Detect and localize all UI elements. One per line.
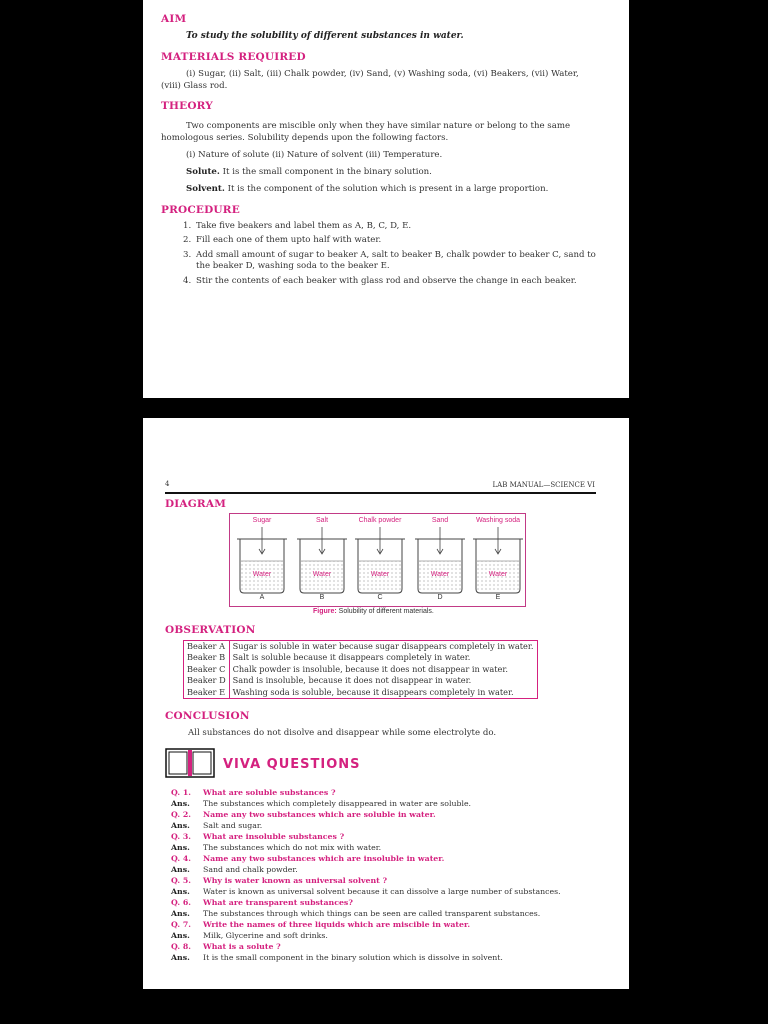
answer-tag: Ans. [171, 821, 190, 830]
theory-heading: THEORY [161, 100, 213, 112]
beaker-letter: D [437, 594, 443, 601]
observation-table [183, 640, 538, 699]
figure-label: Figure: [313, 608, 337, 615]
substance-label: Sand [431, 517, 449, 524]
beaker-cell: Beaker B [184, 652, 230, 663]
question-number: Q. 6. [171, 898, 191, 907]
step-number: 2. [183, 235, 192, 245]
figure-caption [313, 608, 434, 615]
step-text: Stir the contents of each beaker with glass rod and observe the change in each beaker. [196, 276, 577, 286]
beaker-letter: B [319, 594, 325, 601]
question-number: Q. 1. [171, 788, 191, 797]
beaker-cell: Beaker E [184, 687, 230, 699]
diagram-heading: DIAGRAM [165, 498, 227, 510]
table-row [184, 675, 538, 686]
water-label: Water [430, 571, 450, 578]
table-row [184, 652, 538, 663]
question-text: What are soluble substances ? [203, 788, 336, 797]
answer-tag: Ans. [171, 909, 190, 918]
step-text: Take five beakers and label them as A, B, C, D, E. [196, 221, 412, 231]
answer-tag: Ans. [171, 865, 190, 874]
answer-tag: Ans. [171, 931, 190, 940]
question-text: What are transparent substances? [203, 898, 353, 907]
solvent-definition [186, 183, 548, 195]
procedure-heading: PROCEDURE [161, 204, 240, 216]
water-label: Water [252, 571, 272, 578]
question-number: Q. 3. [171, 832, 191, 841]
answer-text: Salt and sugar. [203, 821, 263, 830]
step-number: 3. [183, 250, 192, 260]
answer-text: It is the small component in the binary solution which is dissolve in solvent. [203, 953, 503, 962]
solute-definition [186, 166, 432, 178]
step-number: 1. [183, 221, 192, 231]
question-text: Why is water known as universal solvent ? [203, 876, 388, 885]
answer-text: The substances which do not mix with water. [203, 843, 382, 852]
beaker-cell: Beaker C [184, 664, 230, 675]
question-text: Name any two substances which are insoluble in water. [203, 854, 445, 863]
answer-text: Milk, Glycerine and soft drinks. [203, 931, 328, 940]
question-text: What are insoluble substances ? [203, 832, 345, 841]
solvent-term: Solvent. [186, 184, 225, 194]
page-top [143, 0, 629, 398]
header-rule [165, 492, 596, 494]
materials-heading: MATERIALS REQUIRED [161, 51, 306, 63]
question-text: What is a solute ? [203, 942, 281, 951]
beaker-b-icon [297, 527, 347, 593]
materials-line-1: (i) Sugar, (ii) Salt, (iii) Chalk powder, (iv) Sand, (v) Washing soda, (vi) Beakers, (vii) Water, [186, 69, 579, 79]
beaker-c-icon [355, 527, 405, 593]
beakers-illustration [230, 514, 525, 606]
solvent-def-text: It is the component of the solution which is present in a large proportion. [224, 184, 549, 194]
conclusion-heading: CONCLUSION [165, 710, 250, 722]
answer-tag: Ans. [171, 843, 190, 852]
step-number: 4. [183, 276, 192, 286]
beaker-d-icon [415, 527, 465, 593]
solubility-diagram [229, 513, 526, 607]
answer-tag: Ans. [171, 887, 190, 896]
water-label: Water [488, 571, 508, 578]
beaker-letter: A [259, 594, 265, 601]
running-head: LAB MANUAL—SCIENCE VI [492, 481, 595, 489]
question-number: Q. 5. [171, 876, 191, 885]
solute-def-text: It is the small component in the binary solution. [219, 167, 432, 177]
beaker-e-icon [473, 527, 523, 593]
observation-cell: Washing soda is soluble, because it disappears completely in water. [232, 686, 514, 697]
answer-text: The substances through which things can be seen are called transparent substances. [203, 909, 541, 918]
substance-label: Sugar [252, 517, 272, 524]
beaker-letter: E [495, 594, 501, 601]
beaker-cell: Beaker A [184, 641, 230, 653]
beaker-cell: Beaker D [184, 675, 230, 686]
solubility-factors: (i) Nature of solute (ii) Nature of solvent (iii) Temperature. [186, 150, 443, 160]
page-number: 4 [165, 480, 170, 488]
materials-line-2: (viii) Glass rod. [161, 81, 228, 91]
step-text: Fill each one of them upto half with water. [196, 235, 382, 245]
answer-text: The substances which completely disappeared in water are soluble. [203, 799, 472, 808]
question-number: Q. 8. [171, 942, 191, 951]
table-row [184, 687, 538, 699]
table-row [184, 641, 538, 653]
solute-term: Solute. [186, 167, 220, 177]
step-text: Add small amount of sugar to beaker A, salt to beaker B, chalk powder to beaker C, sand to the beaker D, washing soda to the beaker E. [196, 250, 596, 271]
beaker-letter: C [377, 594, 383, 601]
observation-heading: OBSERVATION [165, 624, 256, 636]
open-book-icon [165, 748, 215, 778]
question-number: Q. 7. [171, 920, 191, 929]
question-number: Q. 2. [171, 810, 191, 819]
beaker-a-icon [237, 527, 287, 593]
aim-text: To study the solubility of different substances in water. [186, 31, 464, 41]
table-row [184, 664, 538, 675]
viva-heading: VIVA QUESTIONS [223, 757, 361, 772]
answer-text: Sand and chalk powder. [203, 865, 298, 874]
water-label: Water [312, 571, 332, 578]
answer-text: Water is known as universal solvent because it can dissolve a large number of substances. [203, 887, 561, 896]
observation-cell: Sand is insoluble, because it does not disappear in water. [232, 675, 472, 686]
theory-line-1: Two components are miscible only when they have similar nature or belong to the same [186, 121, 571, 131]
substance-label: Washing soda [475, 517, 521, 524]
conclusion-text: All substances do not disolve and disappear while some electrolyte do. [188, 728, 497, 738]
substance-label: Chalk powder [358, 517, 402, 524]
water-label: Water [370, 571, 390, 578]
question-text: Name any two substances which are soluble in water. [203, 810, 436, 819]
question-number: Q. 4. [171, 854, 191, 863]
question-text: Write the names of three liquids which are miscible in water. [203, 920, 471, 929]
aim-heading: AIM [161, 13, 187, 25]
page-bottom [143, 418, 629, 989]
figure-caption-text: Solubility of different materials. [336, 608, 434, 615]
answer-tag: Ans. [171, 953, 190, 962]
substance-label: Salt [315, 517, 329, 524]
answer-tag: Ans. [171, 799, 190, 808]
theory-line-2: homologous series. Solubility depends upon the following factors. [161, 133, 449, 143]
observation-cell: Salt is soluble because it disappears completely in water. [232, 652, 471, 663]
observation-cell: Chalk powder is insoluble, because it does not disappear in water. [232, 663, 508, 674]
observation-cell: Sugar is soluble in water because sugar disappears completely in water. [232, 641, 534, 651]
